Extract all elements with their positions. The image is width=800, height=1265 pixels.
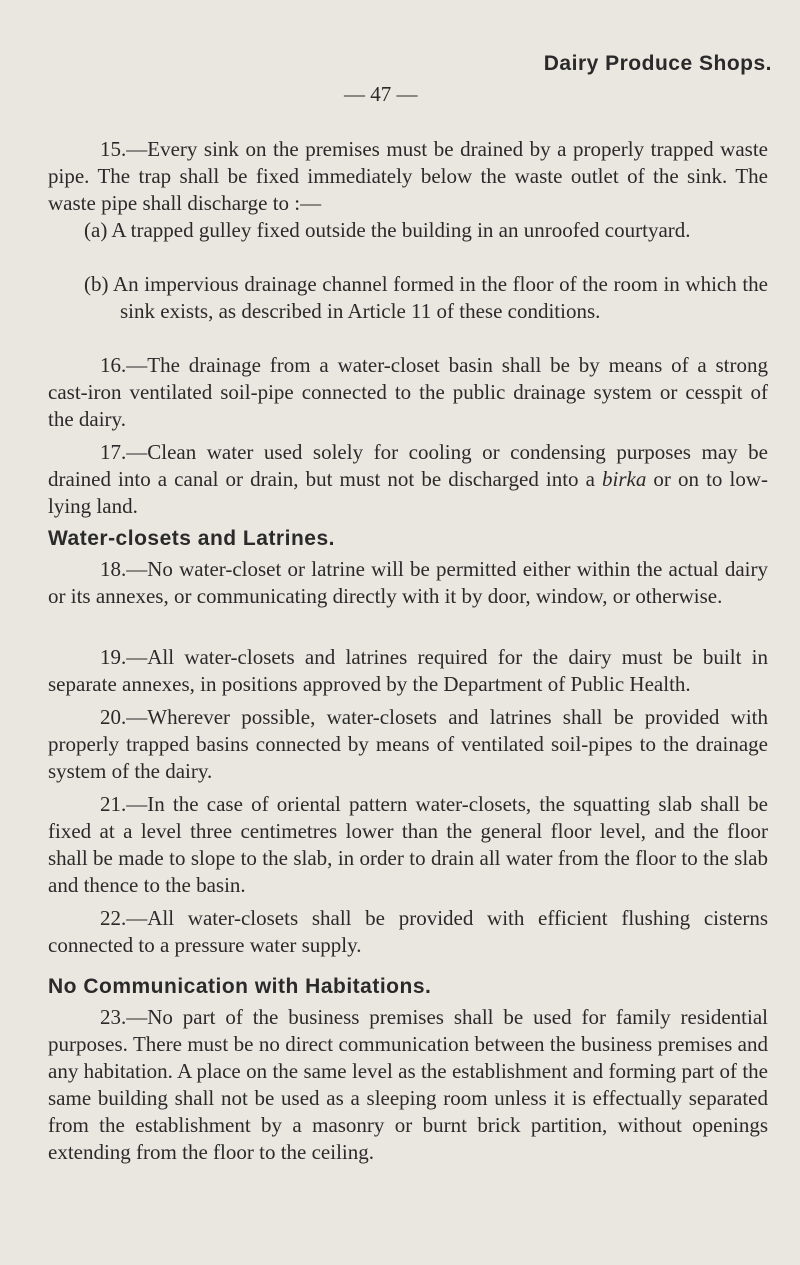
article-19: 19.—All water-closets and latrines required for the dairy must be built in separate annexes, in positions approved by the Department of Public Health. [48, 645, 768, 696]
article-17 [48, 439, 768, 520]
article-17-text-end: or on to low-lying land. [48, 467, 768, 518]
section-heading-no-communication: No Communication with Habitations. [48, 975, 432, 998]
article-15-item-b: (b) An impervious drainage channel formed in the floor of the room in which the sink exists, as described in Article 11 of these conditions. [84, 272, 768, 323]
article-17-italic-term: birka [602, 467, 647, 491]
article-21: 21.—In the case of oriental pattern water-closets, the squatting slab shall be fixed at a level three centimetres lower than the general floor level, and the floor shall be made to slope to the slab, in order to drain all water from the floor to the slab and thence to the basin. [48, 792, 768, 897]
article-22: 22.—All water-closets shall be provided with efficient flushing cisterns connected to a pressure water supply. [48, 906, 768, 957]
article-15-item-a: (a) A trapped gulley fixed outside the building in an unroofed courtyard. [84, 218, 691, 242]
article-20: 20.—Wherever possible, water-closets and latrines shall be provided with properly trapped basins connected by means of ventilated soil-pipes to the drainage system of the dairy. [48, 705, 768, 783]
article-16: 16.—The drainage from a water-closet basin shall be by means of a strong cast-iron ventilated soil-pipe connected to the public drainage system or cesspit of the dairy. [48, 353, 768, 431]
article-15: 15.—Every sink on the premises must be drained by a properly trapped waste pipe. The trap shall be fixed immediately below the waste outlet of the sink. The waste pipe shall discharge to :— [48, 137, 768, 215]
article-23: 23.—No part of the business premises shall be used for family residential purposes. There must be no direct communication between the business premises and any habitation. A place on the same level as the establishment and forming part of the same building shall not be used as a sleeping room unless it is effectually separated from the establishment by a masonry or burnt brick partition, without openings extending from the floor to the ceiling. [48, 1005, 768, 1164]
article-18: 18.—No water-closet or latrine will be permitted either within the actual dairy or its annexes, or communicating directly with it by door, window, or otherwise. [48, 557, 768, 608]
article-17-text-start: 17.—Clean water used solely for cooling or condensing purposes may be drained into a canal or drain, but must not be discharged into a [48, 440, 768, 491]
running-head: Dairy Produce Shops. [543, 52, 772, 75]
page-number: — 47 — [344, 82, 418, 106]
section-heading-water-closets: Water-closets and Latrines. [48, 527, 335, 550]
